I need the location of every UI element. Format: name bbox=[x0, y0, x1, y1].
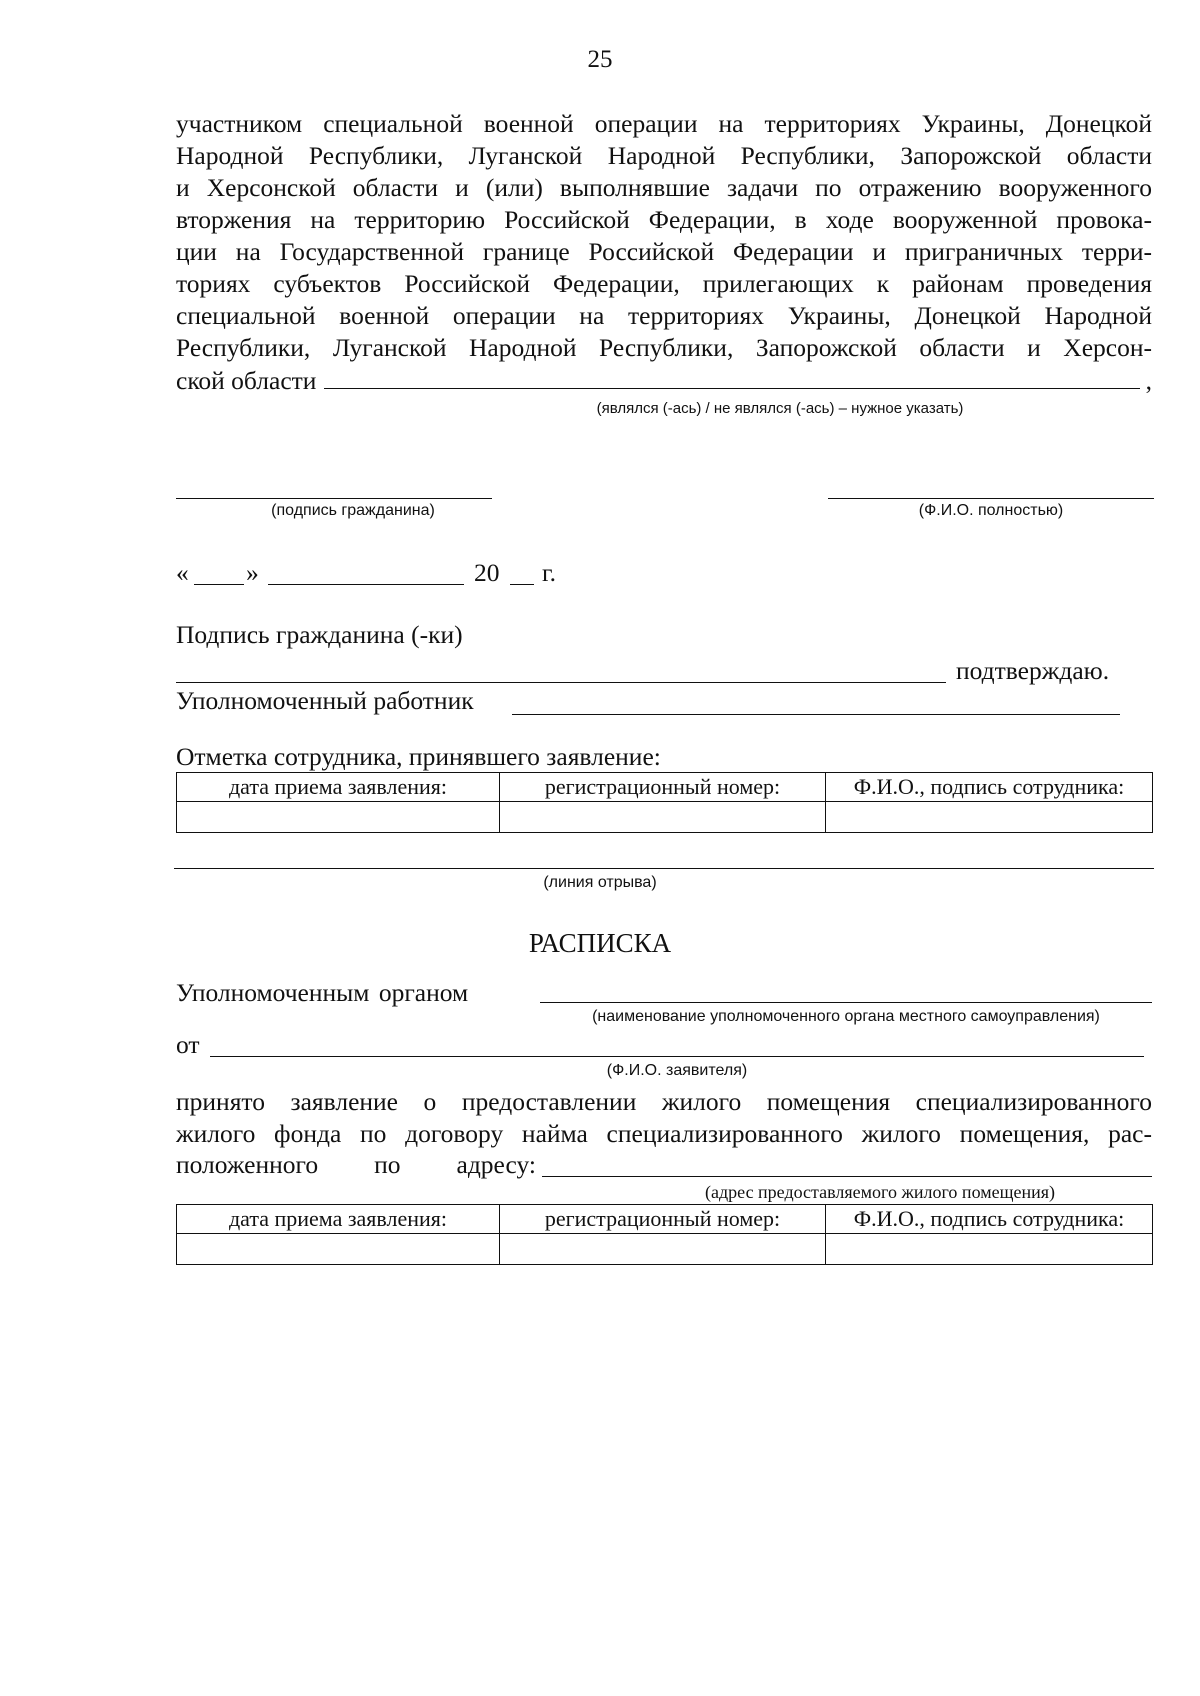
paragraph-line: Народной Республики, Луганской Народной Республики, Запорожской области bbox=[176, 141, 1152, 170]
from-label: от bbox=[176, 1030, 200, 1059]
citizen-signature-caption: (подпись гражданина) bbox=[271, 502, 435, 519]
column-header: Ф.И.О., подпись сотрудника: bbox=[826, 773, 1153, 802]
registration-number-cell[interactable] bbox=[500, 802, 826, 833]
full-name-caption: (Ф.И.О. полностью) bbox=[918, 502, 1064, 519]
employee-signature-cell[interactable] bbox=[826, 1234, 1153, 1265]
paragraph-line: и Херсонской области и (или) выполнявшие задачи по отражению вооруженного bbox=[176, 173, 1152, 202]
address-word: адресу: bbox=[456, 1150, 536, 1179]
continuation-paragraph bbox=[176, 108, 1152, 364]
paragraph-line: специальной военной операции на территориях Украины, Донецкой Народной bbox=[176, 301, 1152, 330]
authorized-worker-label: Уполномоченный работник bbox=[176, 686, 474, 715]
paragraph-line: участником специальной военной операции на территориях Украины, Донецкой bbox=[176, 109, 1152, 138]
column-header: дата приема заявления: bbox=[177, 1205, 500, 1234]
employee-signature-cell[interactable] bbox=[826, 802, 1153, 833]
date-close-quote: » bbox=[246, 558, 259, 587]
column-header: регистрационный номер: bbox=[500, 1205, 826, 1234]
authority-caption: (наименование уполномоченного органа местного самоуправления) bbox=[592, 1008, 1100, 1025]
employee-mark-table bbox=[176, 772, 1153, 833]
date-line bbox=[176, 558, 636, 590]
authorized-worker-blank[interactable] bbox=[512, 714, 1120, 715]
tear-line-caption: (линия отрыва) bbox=[543, 874, 657, 891]
address-blank[interactable] bbox=[542, 1176, 1152, 1177]
address-caption: (адрес предоставляемого жилого помещения) bbox=[704, 1182, 1055, 1202]
confirm-word: подтверждаю. bbox=[956, 656, 1110, 685]
status-caption: (являлся (-ась) / не являлся (-ась) – нужное указать) bbox=[596, 400, 964, 417]
address-words bbox=[176, 1150, 536, 1180]
paragraph-line: ториях субъектов Российской Федерации, прилегающих к районам проведения bbox=[176, 269, 1152, 298]
month-blank[interactable] bbox=[268, 584, 464, 585]
receipt-body-line: жилого фонда по договору найма специализированного жилого помещения, рас- bbox=[176, 1119, 1152, 1148]
receipt-table bbox=[176, 1204, 1153, 1265]
year-prefix: 20 bbox=[474, 558, 500, 587]
receipt-body-line: принято заявление о предоставлении жилого помещения специализированного bbox=[176, 1087, 1152, 1116]
tear-line bbox=[174, 868, 1154, 869]
employee-mark-heading: Отметка сотрудника, принявшего заявление: bbox=[176, 742, 661, 771]
status-blank[interactable] bbox=[324, 387, 1139, 389]
column-header: регистрационный номер: bbox=[500, 773, 826, 802]
date-cell[interactable] bbox=[177, 802, 500, 833]
status-prefix: ской области bbox=[176, 366, 317, 395]
applicant-caption: (Ф.И.О. заявителя) bbox=[606, 1062, 748, 1079]
column-header: Ф.И.О., подпись сотрудника: bbox=[826, 1205, 1153, 1234]
registration-number-cell[interactable] bbox=[500, 1234, 826, 1265]
year-blank[interactable] bbox=[510, 584, 534, 585]
status-line bbox=[176, 364, 1152, 396]
date-open-quote: « bbox=[176, 558, 189, 587]
authority-label: Уполномоченным органом bbox=[176, 978, 469, 1007]
date-cell[interactable] bbox=[177, 1234, 500, 1265]
status-suffix: , bbox=[1145, 366, 1152, 395]
receipt-title: РАСПИСКА bbox=[528, 928, 672, 958]
authority-blank[interactable] bbox=[540, 1002, 1152, 1003]
paragraph-line: ции на Государственной границе Российской Федерации и приграничных терри- bbox=[176, 237, 1152, 266]
address-word: по bbox=[374, 1150, 401, 1179]
paragraph-line: вторжения на территорию Российской Федерации, в ходе вооруженной провока- bbox=[176, 205, 1152, 234]
receipt-body bbox=[176, 1086, 1152, 1150]
day-blank[interactable] bbox=[194, 584, 244, 585]
page-number: 25 bbox=[587, 46, 613, 73]
full-name-line[interactable] bbox=[828, 498, 1154, 499]
year-suffix: г. bbox=[542, 558, 556, 587]
column-header: дата приема заявления: bbox=[177, 773, 500, 802]
citizen-signature-label: Подпись гражданина (-ки) bbox=[176, 620, 463, 649]
paragraph-line: Республики, Луганской Народной Республики, Запорожской области и Херсон- bbox=[176, 333, 1152, 362]
citizen-signature-line[interactable] bbox=[176, 498, 492, 499]
citizen-signature-blank[interactable] bbox=[176, 682, 946, 683]
address-word: положенного bbox=[176, 1150, 319, 1179]
applicant-blank[interactable] bbox=[210, 1056, 1144, 1057]
